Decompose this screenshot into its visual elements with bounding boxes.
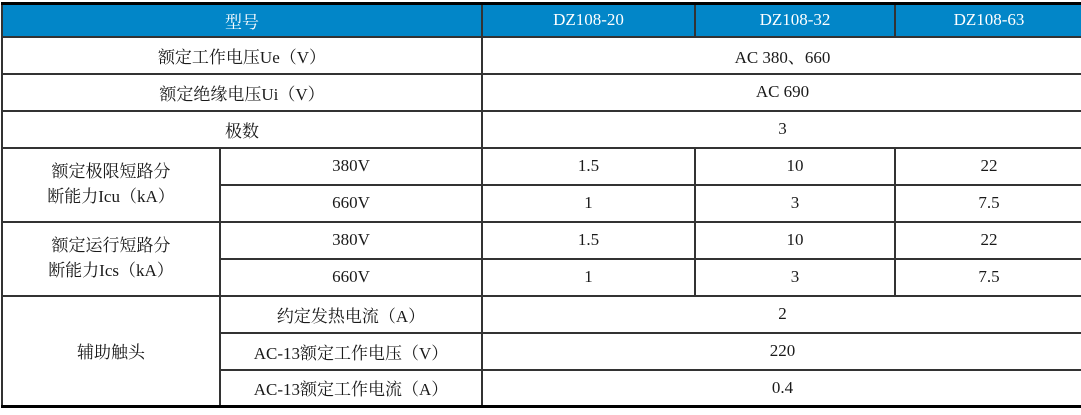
icu-label-line2: 断能力Icu（kA） (47, 186, 175, 206)
ics-660v-dz108-32: 3 (695, 259, 895, 296)
ics-380v-label: 380V (220, 222, 482, 259)
header-row (2, 4, 1081, 37)
header-model-label: 型号 (2, 4, 482, 37)
row-icu-380v (2, 148, 1081, 185)
ics-380v-dz108-32: 10 (695, 222, 895, 259)
aux-group-label: 辅助触头 (2, 296, 220, 407)
icu-660v-dz108-63: 7.5 (895, 185, 1081, 222)
icu-660v-dz108-20: 1 (482, 185, 695, 222)
row-ics-380v (2, 222, 1081, 259)
aux-ac13-current-label: AC-13额定工作电流（A） (220, 370, 482, 407)
rated-working-voltage-value: AC 380、660 (482, 37, 1081, 74)
poles-label: 极数 (2, 111, 482, 148)
icu-380v-dz108-63: 22 (895, 148, 1081, 185)
ics-660v-dz108-20: 1 (482, 259, 695, 296)
ics-380v-dz108-20: 1.5 (482, 222, 695, 259)
ics-660v-dz108-63: 7.5 (895, 259, 1081, 296)
ics-660v-label: 660V (220, 259, 482, 296)
row-poles (2, 111, 1081, 148)
icu-380v-dz108-20: 1.5 (482, 148, 695, 185)
header-model-dz108-20: DZ108-20 (482, 4, 695, 37)
header-model-dz108-63: DZ108-63 (895, 4, 1081, 37)
rated-insulation-voltage-label: 额定绝缘电压Ui（V） (2, 74, 482, 111)
row-aux-thermal-current (2, 296, 1081, 333)
rated-working-voltage-label: 额定工作电压Ue（V） (2, 37, 482, 74)
aux-thermal-current-label: 约定发热电流（A） (220, 296, 482, 333)
ics-label-line1: 额定运行短路分 (51, 235, 171, 255)
row-rated-insulation-voltage (2, 74, 1081, 111)
aux-thermal-current-value: 2 (482, 296, 1081, 333)
icu-group-label (2, 148, 220, 222)
icu-660v-dz108-32: 3 (695, 185, 895, 222)
ics-380v-dz108-63: 22 (895, 222, 1081, 259)
aux-ac13-voltage-label: AC-13额定工作电压（V） (220, 333, 482, 370)
icu-380v-label: 380V (220, 148, 482, 185)
ics-group-label (2, 222, 220, 296)
icu-380v-dz108-32: 10 (695, 148, 895, 185)
ics-label-line2: 断能力Ics（kA） (48, 260, 174, 280)
row-rated-working-voltage (2, 37, 1081, 74)
aux-ac13-current-value: 0.4 (482, 370, 1081, 407)
spec-table (1, 2, 1081, 408)
icu-660v-label: 660V (220, 185, 482, 222)
poles-value: 3 (482, 111, 1081, 148)
aux-ac13-voltage-value: 220 (482, 333, 1081, 370)
rated-insulation-voltage-value: AC 690 (482, 74, 1081, 111)
icu-label-line1: 额定极限短路分 (51, 161, 171, 181)
header-model-dz108-32: DZ108-32 (695, 4, 895, 37)
